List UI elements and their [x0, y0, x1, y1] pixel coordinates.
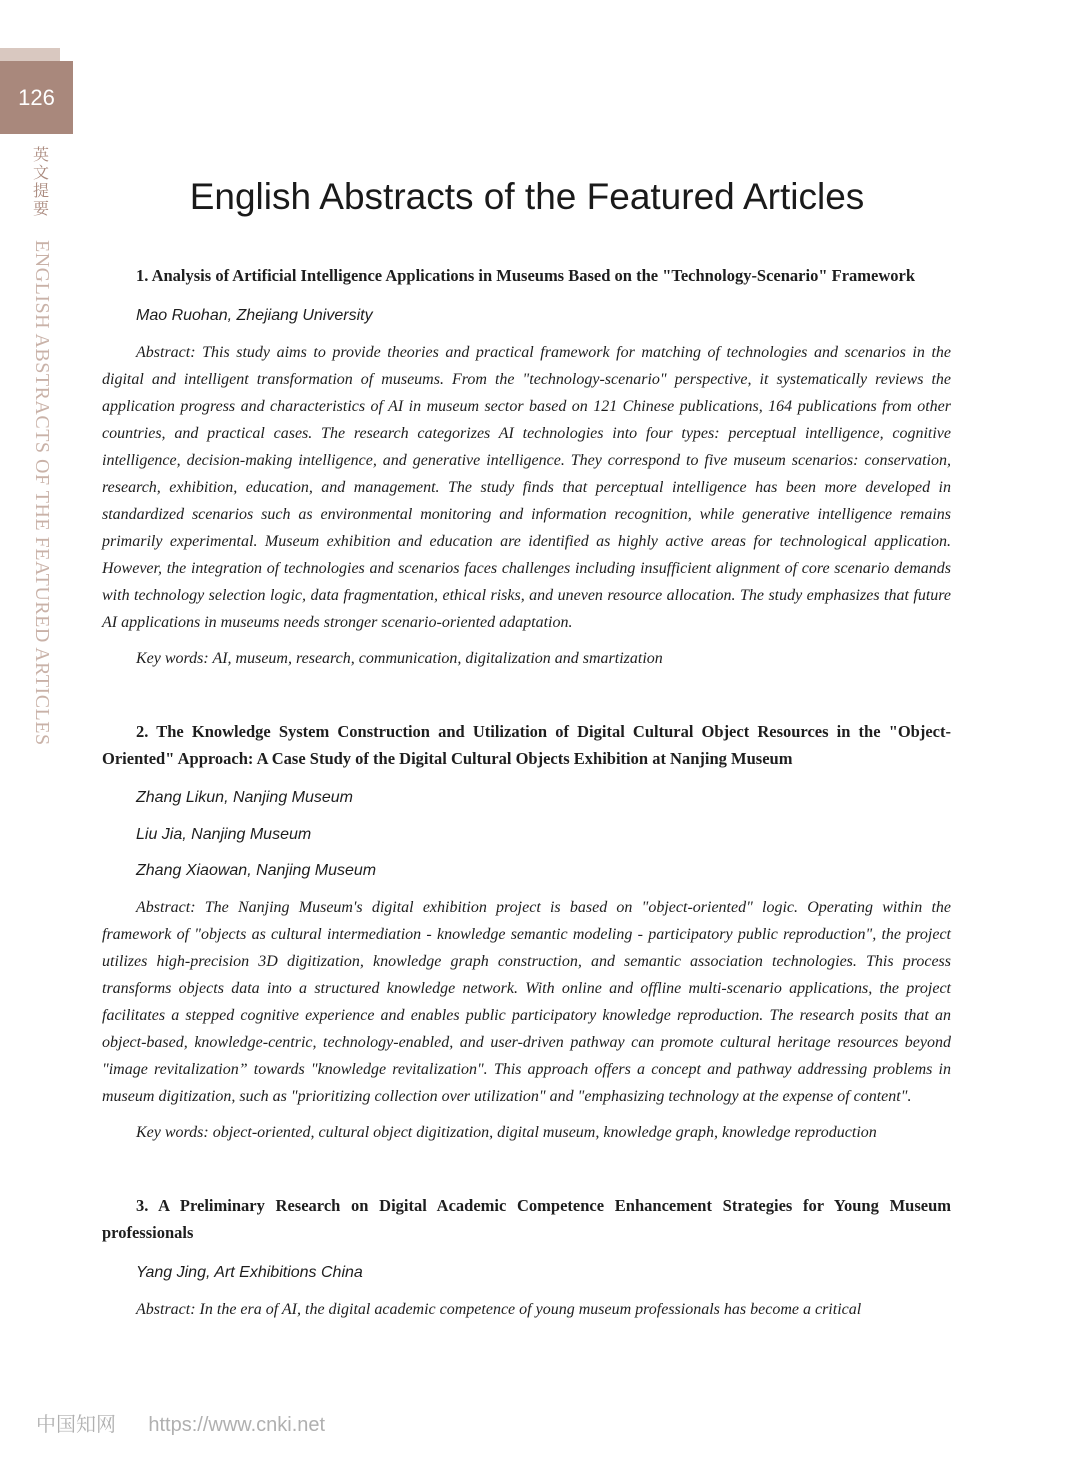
article-abstract: Abstract: In the era of AI, the digital academic competence of young museum professionals has become a critical: [136, 1300, 862, 1318]
page-title: English Abstracts of the Featured Articles: [189, 176, 865, 217]
article-title: 1. Analysis of Artificial Intelligence Applications in Museums Based on the "Technology-Scenario" Framework: [136, 266, 916, 285]
article-author: Mao Ruohan, Zhejiang University: [136, 306, 373, 324]
article-keywords: Key words: AI, museum, research, communication, digitalization and smartization: [136, 649, 663, 667]
side-label-english: ENGLISH ABSTRACTS OF THE FEATURED ARTICLES: [31, 240, 53, 746]
article-author: Liu Jia, Nanjing Museum: [136, 825, 312, 843]
cnki-logo-text: 中国知网: [36, 1412, 116, 1436]
article-author: Zhang Likun, Nanjing Museum: [136, 789, 354, 806]
article-1: [102, 262, 951, 672]
footer-watermark: [36, 1408, 325, 1437]
side-label-chinese: 英 文 提 要: [32, 145, 49, 218]
article-author: Zhang Xiaowan, Nanjing Museum: [136, 862, 377, 879]
article-author: Yang Jing, Art Exhibitions China: [136, 1263, 363, 1281]
articles-list: [102, 262, 951, 1369]
article-title: 3. A Preliminary Research on Digital Academic Competence Enhancement Strategies for Young Museum professionals: [102, 1196, 951, 1242]
article-abstract: Abstract: The Nanjing Museum's digital exhibition project is based on "object-oriented" logic. Operating within the framework of "objects as cultural intermediation - knowledge semantic modeling - participatory public reproduction", the project utilizes high-precision 3D digitization, knowledge graph construction, and semantic association technologies. This process transforms objects data into a structured knowledge network. With online and offline multi-scenario applications, the project facilitates a stepped cognitive experience and enables public participatory knowledge reproduction. The research posits that an object-based, knowledge-centric, technology-enabled, and user-driven pathway can promote cultural heritage resources beyond "image revitalization” towards "knowledge revitalization". This approach offers a concept and pathway addressing problems in museum digitization, such as "prioritizing collection over utilization" and "emphasizing technology at the expense of content".: [102, 899, 951, 1105]
article-title: 2. The Knowledge System Construction and Utilization of Digital Cultural Object Resources in the "Object-Oriented" Approach: A Case Study of the Digital Cultural Objects Exhibition at Nanjing Museum: [102, 721, 951, 768]
article-2: [102, 718, 951, 1147]
article-3: [102, 1192, 951, 1323]
article-keywords: Key words: object-oriented, cultural object digitization, digital museum, knowledge graph, knowledge reproduction: [136, 1124, 877, 1141]
article-abstract: Abstract: This study aims to provide theories and practical framework for matching of technologies and scenarios in the digital and intelligent transformation of museums. From the "technology-scenario" perspective, it systematically reviews the application progress and characteristics of AI in museum sector based on 121 Chinese publications, 164 publications from other countries, and practical cases. The research categorizes AI technologies into four types: perceptual intelligence, cognitive intelligence, decision-making intelligence, and generative intelligence. They correspond to five museum scenarios: conservation, research, exhibition, education, and management. The study finds that perceptual intelligence has been more developed in standardized scenarios such as environmental monitoring and information recognition, while generative intelligence remains primarily experimental. Museum exhibition and education are identified as highly active areas for technological application. However, the integration of technologies and scenarios faces challenges including insufficient alignment of core scenario demands with technology selection logic, data fragmentation, ethical risks, and uneven resource allocation. The study emphasizes that future AI applications in museums needs stronger scenario-oriented adaptation.: [102, 343, 951, 631]
page-number: 126: [0, 61, 73, 134]
cnki-url-link[interactable]: https://www.cnki.net: [148, 1414, 326, 1436]
